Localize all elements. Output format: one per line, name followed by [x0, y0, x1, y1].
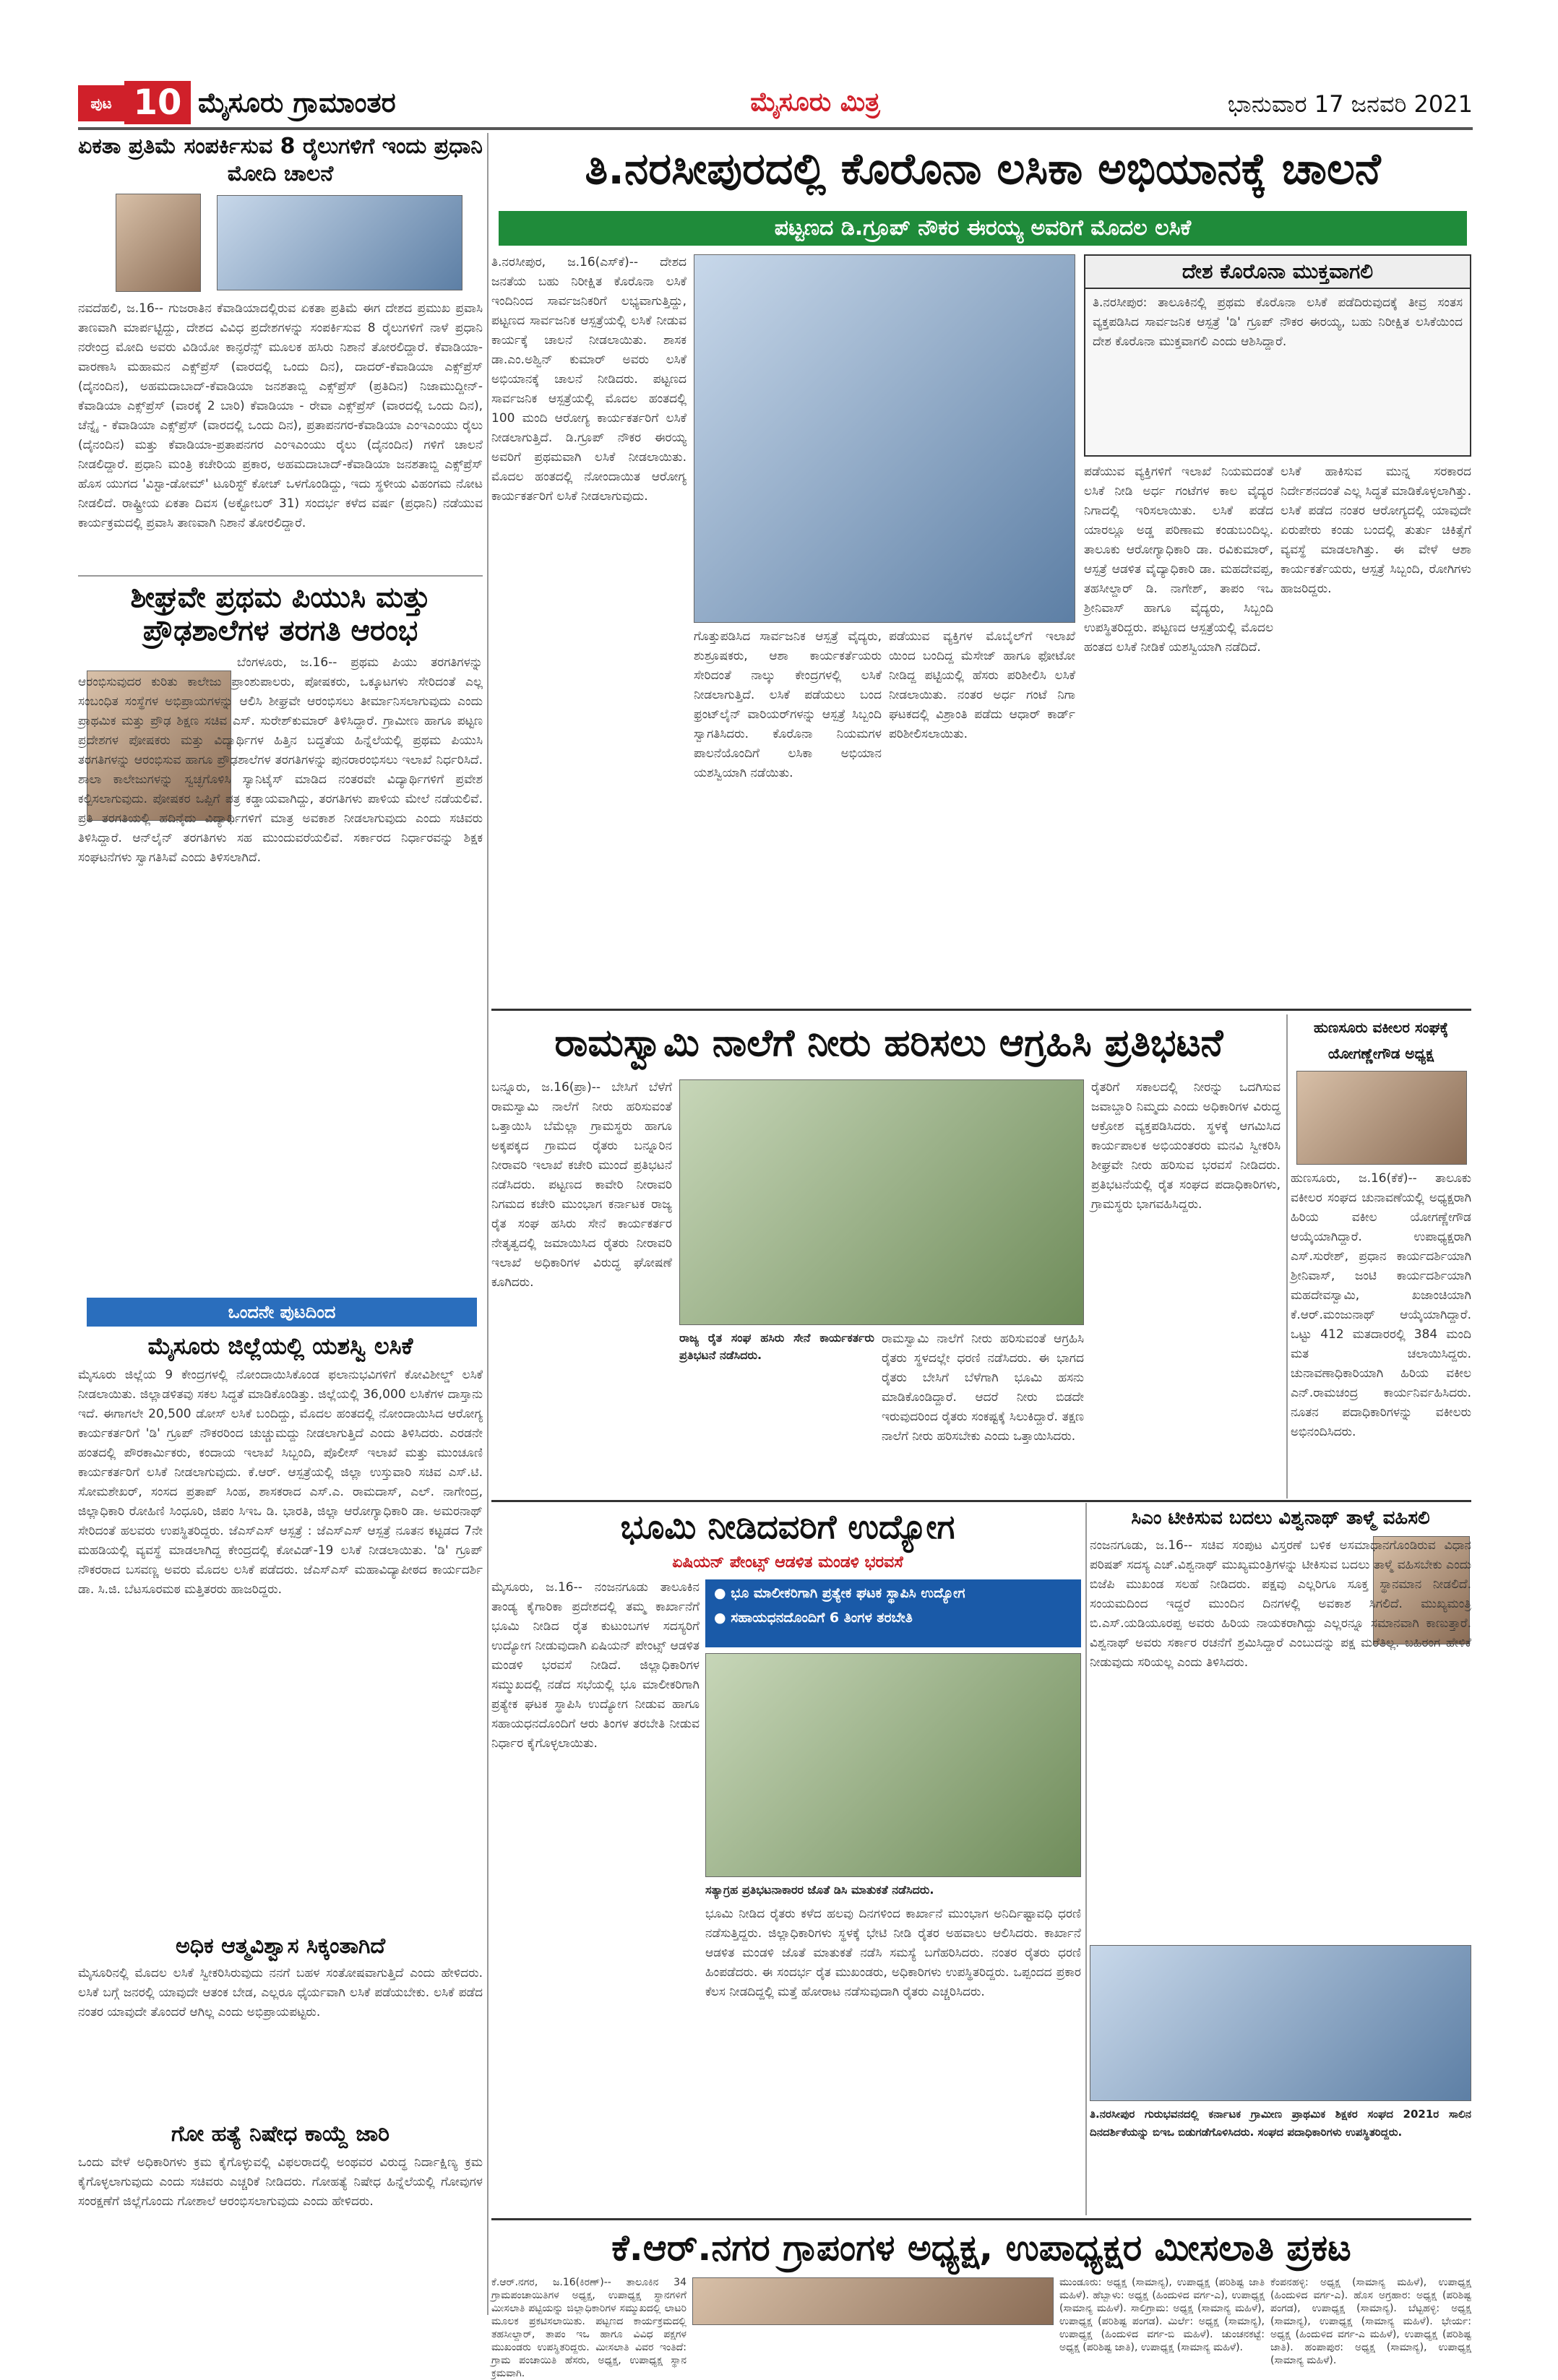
column-divider-left: [487, 133, 489, 2315]
rail-headline: ಏಕತಾ ಪ್ರತಿಮೆ ಸಂಪರ್ಕಿಸುವ 8 ರೈಲುಗಳಿಗೆ ಇಂದು ಪ್ರಧಾನಿ ಮೋದಿ ಚಾಲನೆ: [78, 134, 483, 186]
protest-headline: ರಾಮಸ್ವಾಮಿ ನಾಲೆಗೆ ನೀರು ಹರಿಸಲು ಆಗ್ರಹಿಸಿ ಪ್ರತಿಭಟನೆ: [554, 1022, 1223, 1065]
krnagar-headline: ಕೆ.ಆರ್.ನಗರ ಗ್ರಾಪಂಗಳ ಅಧ್ಯಕ್ಷ, ಉಪಾಧ್ಯಕ್ಷರ ಮೀಸಲಾತಿ ಪ್ರಕಟ: [611, 2227, 1351, 2269]
krnagar-body-left: ಕೆ.ಆರ್.ನಗರ, ಜ.16(ಕಿರಣ್)-- ತಾಲೂಕಿನ 34 ಗ್ರಾಮಪಂಚಾಯಿತಿಗಳ ಅಧ್ಯಕ್ಷ, ಉಪಾಧ್ಯಕ್ಷ ಸ್ಥಾನಗಳಿಗೆ ಮೀಸಲಾತಿ ಪಟ್ಟಿಯನ್ನು ಜಿಲ್ಲಾಧಿಕಾರಿಗಳ ಸಮ್ಮುಖದಲ್ಲಿ ಲಾಟರಿ ಮೂಲಕ ಪ್ರಕಟಿಸಲಾಯಿತು. ಪಟ್ಟಣದ ಕಾರ್ಯಕ್ರಮದಲ್ಲಿ ತಹಸೀಲ್ದಾರ್, ತಾಪಂ ಇಒ ಹಾಗೂ ವಿವಿಧ ಪಕ್ಷಗಳ ಮುಖಂಡರು ಉಪಸ್ಥಿತರಿದ್ದರು. ಮೀಸಲಾತಿ ವಿವರ ಇಂತಿದೆ: ಗ್ರಾಮ ಪಂಚಾಯಿತಿ ಹೆಸರು, ಅಧ್ಯಕ್ಷ, ಉಪಾಧ್ಯಕ್ಷ ಸ್ಥಾನ ಕ್ರಮವಾಗಿ.: [491, 2277, 687, 2379]
from-page-one-banner: ಒಂದನೇ ಪುಟದಿಂದ: [87, 1298, 477, 1327]
corona-free-body: ತಿ.ನರಸೀಪುರ: ತಾಲೂಕಿನಲ್ಲಿ ಪ್ರಥಮ ಕೊರೊನಾ ಲಸಿಕೆ ಪಡೆದಿರುವುದಕ್ಕೆ ತೀವ್ರ ಸಂತಸ ವ್ಯಕ್ತಪಡಿಸಿದ ಸಾರ್ವಜನಿಕ ಆಸ್ಪತ್ರೆ 'ಡಿ' ಗ್ರೂಪ್ ನೌಕರ ಈರಯ್ಯ, ಬಹು ನಿರೀಕ್ಷಿತ ಲಸಿಕೆಯಿಂದ ದೇಶ ಕೊರೊನಾ ಮುಕ್ತವಾಗಲಿ ಎಂದು ಆಶಿಸಿದ್ದಾರೆ.: [1093, 296, 1463, 349]
krnagar-list-2: ಕೆಂಪನಹಳ್ಳಿ: ಅಧ್ಯಕ್ಷ (ಸಾಮಾನ್ಯ ಮಹಿಳೆ), ಉಪಾಧ್ಯಕ್ಷ (ಹಿಂದುಳಿದ ವರ್ಗ-ಎ). ಹೊಸ ಅಗ್ರಹಾರ: ಅಧ್ಯಕ್ಷ (ಪರಿಶಿಷ್ಟ ಪಂಗಡ), ಉಪಾಧ್ಯಕ್ಷ (ಸಾಮಾನ್ಯ). ಬೆಟ್ಟಹಳ್ಳಿ: ಅಧ್ಯಕ್ಷ (ಸಾಮಾನ್ಯ), ಉಪಾಧ್ಯಕ್ಷ (ಸಾಮಾನ್ಯ ಮಹಿಳೆ). ಭೇರ್ಯ: ಅಧ್ಯಕ್ಷ (ಹಿಂದುಳಿದ ವರ್ಗ-ಎ ಮಹಿಳೆ), ಉಪಾಧ್ಯಕ್ಷ (ಪರಿಶಿಷ್ಟ ಜಾತಿ). ಹಂಪಾಪುರ: ಅಧ್ಯಕ್ಷ (ಸಾಮಾನ್ಯ), ಉಪಾಧ್ಯಕ್ಷ (ಸಾಮಾನ್ಯ ಮಹಿಳೆ).: [1270, 2277, 1471, 2366]
protest-body-right: ರೈತರಿಗೆ ಸಕಾಲದಲ್ಲಿ ನೀರನ್ನು ಒದಗಿಸುವ ಜವಾಬ್ದಾರಿ ನಿಮ್ಮದು ಎಂದು ಅಧಿಕಾರಿಗಳ ವಿರುದ್ಧ ಆಕ್ರೋಶ ವ್ಯಕ್ತಪಡಿಸಿದರು. ಸ್ಥಳಕ್ಕೆ ಆಗಮಿಸಿದ ಕಾರ್ಯಪಾಲಕ ಅಭಿಯಂತರರು ಮನವಿ ಸ್ವೀಕರಿಸಿ ಶೀಘ್ರವೇ ನೀರು ಹರಿಸುವ ಭರವಸೆ ನೀಡಿದರು. ಪ್ರತಿಭಟನೆಯಲ್ಲಿ ರೈತ ಸಂಘದ ಪದಾಧಿಕಾರಿಗಳು, ಗ್ರಾಮಸ್ಥರು ಭಾಗವಹಿಸಿದ್ದರು.: [1091, 1080, 1281, 1212]
calendar-release-photo: [1090, 1945, 1471, 2101]
lawyers-photo: [1296, 1071, 1467, 1165]
vaccine-mysuru-headline: ಮೈಸೂರು ಜಿಲ್ಲೆಯಲ್ಲಿ ಯಶಸ್ವಿ ಲಸಿಕೆ: [147, 1332, 413, 1360]
jobs-highlight-box: [705, 1579, 1081, 1647]
bullet-icon: ●: [714, 1610, 731, 1626]
reservation-meeting-photo: [692, 2277, 1054, 2325]
pu-body: ಬೆಂಗಳೂರು, ಜ.16-- ಪ್ರಥಮ ಪಿಯು ತರಗತಿಗಳನ್ನು ಆರಂಭಿಸುವುದರ ಕುರಿತು ಕಾಲೇಜು ಪ್ರಾಂಶುಪಾಲರು, ಪೋಷಕರು, ಒಕ್ಕೂಟಗಳು ಸೇರಿದಂತೆ ಎಲ್ಲ ಸಂಬಂಧಿತ ಸಂಸ್ಥೆಗಳ ಅಭಿಪ್ರಾಯಗಳನ್ನು ಆಲಿಸಿ ಶೀಘ್ರವೇ ಆರಂಭಿಸಲು ತೀರ್ಮಾನಿಸಲಾಗುವುದು ಎಂದು ಪ್ರಾಥಮಿಕ ಮತ್ತು ಪ್ರೌಢ ಶಿಕ್ಷಣ ಸಚಿವ ಎಸ್. ಸುರೇಶ್‌ಕುಮಾರ್ ತಿಳಿಸಿದ್ದಾರೆ. ಗ್ರಾಮೀಣ ಹಾಗೂ ಪಟ್ಟಣ ಪ್ರದೇಶಗಳ ಪೋಷಕರು ಮತ್ತು ವಿದ್ಯಾರ್ಥಿಗಳ ಹಿತ್ತಿನ ಬದ್ಧತೆಯ ಹಿನ್ನೆಲೆಯಲ್ಲಿ ಪ್ರಥಮ ಪಿಯುಸಿ ತರಗತಿಗಳನ್ನು ಆರಂಭಿಸುವ ಹಾಗೂ ಪ್ರೌಢಶಾಲೆಗಳ ತರಗತಿಗಳನ್ನು ಪುನರಾರಂಭಿಸಲು ಇಲಾಖೆ ನಿರ್ಧರಿಸಿದೆ. ಶಾಲಾ ಕಾಲೇಜುಗಳನ್ನು ಸ್ವಚ್ಛಗೊಳಿಸಿ ಸ್ಯಾನಿಟೈಸ್ ಮಾಡಿದ ನಂತರವೇ ವಿದ್ಯಾರ್ಥಿಗಳಿಗೆ ಪ್ರವೇಶ ಕಲ್ಪಿಸಲಾಗುವುದು. ಪೋಷಕರ ಒಪ್ಪಿಗೆ ಪತ್ರ ಕಡ್ಡಾಯವಾಗಿದ್ದು, ತರಗತಿಗಳು ಪಾಳಿಯ ಮೇಲೆ ನಡೆಯಲಿವೆ. ಪ್ರತಿ ತರಗತಿಯಲ್ಲಿ ಹದಿನೈದು ವಿದ್ಯಾರ್ಥಿಗಳಿಗೆ ಮಾತ್ರ ಅವಕಾಶ ನೀಡಲಾಗುವುದು ಎಂದು ಸಚಿವರು ತಿಳಿಸಿದ್ದಾರೆ. ಆನ್‌ಲೈನ್ ತರಗತಿಗಳು ಸಹ ಮುಂದುವರೆಯಲಿವೆ. ಸರ್ಕಾರದ ನಿರ್ಧಾರವನ್ನು ಶಿಕ್ಷಕ ಸಂಘಟನೆಗಳು ಸ್ವಾಗತಿಸಿವೆ ಎಂದು ತಿಳಿಸಲಾಗಿದೆ.: [78, 655, 483, 865]
vishwanath-body: ನಂಜನಗೂಡು, ಜ.16-- ಸಚಿವ ಸಂಪುಟ ವಿಸ್ತರಣೆ ಬಳಿಕ ಅಸಮಾಧಾನಗೊಂಡಿರುವ ವಿಧಾನ ಪರಿಷತ್ ಸದಸ್ಯ ಎಚ್.ವಿಶ್ವನಾಥ್ ಮುಖ್ಯಮಂತ್ರಿಗಳನ್ನು ಟೀಕಿಸುವ ಬದಲು ತಾಳ್ಮೆ ವಹಿಸಬೇಕು ಎಂದು ಬಿಜೆಪಿ ಮುಖಂಡ ಸಲಹೆ ನೀಡಿದರು. ಪಕ್ಷವು ಎಲ್ಲರಿಗೂ ಸೂಕ್ತ ಸ್ಥಾನಮಾನ ನೀಡಲಿದೆ. ಸಂಯಮದಿಂದ ಇದ್ದರೆ ಮುಂದಿನ ದಿನಗಳಲ್ಲಿ ಅವಕಾಶ ಸಿಗಲಿದೆ. ಮುಖ್ಯಮಂತ್ರಿ ಬಿ.ಎಸ್.ಯಡಿಯೂರಪ್ಪ ಅವರು ಹಿರಿಯ ನಾಯಕರಾಗಿದ್ದು ಎಲ್ಲರನ್ನೂ ಸಮಾನವಾಗಿ ಕಾಣುತ್ತಾರೆ. ವಿಶ್ವನಾಥ್ ಅವರು ಸರ್ಕಾರ ರಚನೆಗೆ ಶ್ರಮಿಸಿದ್ದಾರೆ ಎಂಬುದನ್ನು ಪಕ್ಷ ಮರೆತಿಲ್ಲ. ಬಹಿರಂಗ ಹೇಳಿಕೆ ನೀಡುವುದು ಸರಿಯಲ್ಲ ಎಂದು ತಿಳಿಸಿದರು.: [1090, 1538, 1471, 1670]
issue-date: ಭಾನುವಾರ 17 ಜನವರಿ 2021: [1227, 90, 1473, 118]
divider: [491, 1009, 1471, 1011]
protest-caption: ರಾಜ್ಯ ರೈತ ಸಂಘ ಹಸಿರು ಸೇನೆ ಕಾರ್ಯಕರ್ತರು ಪ್ರತಿಭಟನೆ ನಡೆಸಿದರು.: [679, 1331, 874, 1362]
jobs-photo: [705, 1653, 1081, 1877]
jobs-bullet-2: ● ಸಹಾಯಧನದೊಂದಿಗೆ 6 ತಿಂಗಳ ತರಬೇತಿ: [714, 1610, 913, 1626]
bullet-icon: ●: [714, 1585, 731, 1601]
cow-headline: ಗೋ ಹತ್ಯೆ ನಿಷೇಧ ಕಾಯ್ದೆ ಜಾರಿ: [171, 2121, 390, 2147]
protest-body-left: ಬನ್ನೂರು, ಜ.16(ಪ್ರಾ)-- ಬೇಸಿಗೆ ಬೆಳೆಗೆ ರಾಮಸ್ವಾಮಿ ನಾಲೆಗೆ ನೀರು ಹರಿಸುವಂತೆ ಒತ್ತಾಯಿಸಿ ಬೆಮೆಲ್ಲಾ ಗ್ರಾಮಸ್ಥರು ಹಾಗೂ ಅಕ್ಕಪಕ್ಕದ ಗ್ರಾಮದ ರೈತರು ಬನ್ನೂರಿನ ನೀರಾವರಿ ಇಲಾಖೆ ಕಚೇರಿ ಮುಂದೆ ಪ್ರತಿಭಟನೆ ನಡೆಸಿದರು. ಪಟ್ಟಣದ ಕಾವೇರಿ ನೀರಾವರಿ ನಿಗಮದ ಕಚೇರಿ ಮುಂಭಾಗ ಕರ್ನಾಟಕ ರಾಜ್ಯ ರೈತ ಸಂಘ ಹಸಿರು ಸೇನೆ ಕಾರ್ಯಕರ್ತರ ನೇತೃತ್ವದಲ್ಲಿ ಜಮಾಯಿಸಿದ ರೈತರು ನೀರಾವರಿ ಇಲಾಖೆ ಅಧಿಕಾರಿಗಳ ವಿರುದ್ಧ ಘೋಷಣೆ ಕೂಗಿದರು.: [491, 1080, 672, 1290]
confidence-headline: ಅಧಿಕ ಆತ್ಮವಿಶ್ವಾಸ ಸಿಕ್ಕಂತಾಗಿದೆ: [175, 1933, 386, 1959]
jobs-headline: ಭೂಮಿ ನೀಡಿದವರಿಗೆ ಉದ್ಯೋಗ: [620, 1507, 955, 1546]
page-label-badge: ಪುಟ: [78, 85, 124, 121]
lead-body-mid: ಗೊತ್ತುಪಡಿಸಿದ ಸಾರ್ವಜನಿಕ ಆಸ್ಪತ್ರೆ ವೈದ್ಯರು, ಶುಶ್ರೂಷಕರು, ಆಶಾ ಕಾರ್ಯಕರ್ತೆಯರು ಸೇರಿದಂತೆ ನಾಲ್ಕು ಕೇಂದ್ರಗಳಲ್ಲಿ ಲಸಿಕೆ ನೀಡಲಾಗುತ್ತಿದೆ. ಲಸಿಕೆ ಪಡೆಯಲು ಬಂದ ಫ್ರಂಟ್‌ಲೈನ್ ವಾರಿಯರ್‌ಗಳನ್ನು ಆಸ್ಪತ್ರೆ ಸಿಬ್ಬಂದಿ ಸ್ವಾಗತಿಸಿದರು. ಕೊರೊನಾ ನಿಯಮಗಳ ಪಾಲನೆಯೊಂದಿಗೆ ಲಸಿಕಾ ಅಭಿಯಾನ ಯಶಸ್ವಿಯಾಗಿ ನಡೆಯಿತು.: [694, 629, 882, 780]
paper-name: ಮೈಸೂರು ಮಿತ್ರ: [750, 87, 880, 117]
pu-headline: ಶೀಘ್ರವೇ ಪ್ರಥಮ ಪಿಯುಸಿ ಮತ್ತು ಪ್ರೌಢಶಾಲೆಗಳ ತರಗತಿ ಆರಂಭ: [130, 581, 431, 647]
divider: [78, 575, 483, 577]
jobs-caption: ಸತ್ಯಾಗ್ರಹ ಪ್ರತಿಭಟನಾಕಾರರ ಜೊತೆ ಡಿಸಿ ಮಾತುಕತೆ ನಡೆಸಿದರು.: [705, 1883, 934, 1897]
jobs-subhead: ಏಷಿಯನ್ ಪೇಂಟ್ಸ್ ಆಡಳಿತ ಮಂಡಳಿ ಭರವಸೆ: [672, 1553, 903, 1571]
lead-headline: ತಿ.ನರಸೀಪುರದಲ್ಲಿ ಕೊರೊನಾ ಲಸಿಕಾ ಅಭಿಯಾನಕ್ಕೆ ಚಾಲನೆ: [585, 144, 1381, 194]
jobs-body-left: ಮೈಸೂರು, ಜ.16-- ನಂಜನಗೂಡು ತಾಲೂಕಿನ ತಾಂಡ್ಯ ಕೈಗಾರಿಕಾ ಪ್ರದೇಶದಲ್ಲಿ ತಮ್ಮ ಕಾರ್ಖಾನೆಗೆ ಭೂಮಿ ನೀಡಿದ ರೈತ ಕುಟುಂಬಗಳ ಸದಸ್ಯರಿಗೆ ಉದ್ಯೋಗ ನೀಡುವುದಾಗಿ ಏಷಿಯನ್ ಪೇಂಟ್ಸ್ ಆಡಳಿತ ಮಂಡಳಿ ಭರವಸೆ ನೀಡಿದೆ. ಜಿಲ್ಲಾಧಿಕಾರಿಗಳ ಸಮ್ಮುಖದಲ್ಲಿ ನಡೆದ ಸಭೆಯಲ್ಲಿ ಭೂ ಮಾಲೀಕರಿಗಾಗಿ ಪ್ರತ್ಯೇಕ ಘಟಕ ಸ್ಥಾಪಿಸಿ ಉದ್ಯೋಗ ನೀಡುವ ಹಾಗೂ ಸಹಾಯಧನದೊಂದಿಗೆ ಆರು ತಿಂಗಳ ತರಬೇತಿ ನೀಡುವ ನಿರ್ಧಾರ ಕೈಗೊಳ್ಳಲಾಯಿತು.: [491, 1580, 700, 1751]
corona-free-box: [1084, 254, 1471, 457]
jobs-bullet-1: ● ಭೂ ಮಾಲೀಕರಿಗಾಗಿ ಪ್ರತ್ಯೇಕ ಘಟಕ ಸ್ಥಾಪಿಸಿ ಉದ್ಯೋಗ: [714, 1585, 965, 1601]
hunsur-headline: ಹುಣಸೂರು ವಕೀಲರ ಸಂಘಕ್ಕೆ ಯೋಗಣ್ಣೇಗೌಡ ಅಧ್ಯಕ್ಷ: [1313, 1019, 1449, 1062]
corona-free-title: ದೇಶ ಕೊರೊನಾ ಮುಕ್ತವಾಗಲಿ: [1085, 256, 1470, 289]
page-number: 10: [124, 81, 191, 124]
column-divider-right: [1286, 1014, 1288, 1499]
divider: [491, 1500, 1471, 1502]
confidence-body: ಮೈಸೂರಿನಲ್ಲಿ ಮೊದಲ ಲಸಿಕೆ ಸ್ವೀಕರಿಸಿರುವುದು ನನಗೆ ಬಹಳ ಸಂತೋಷವಾಗುತ್ತಿದೆ ಎಂದು ಹೇಳಿದರು. ಲಸಿಕೆ ಬಗ್ಗೆ ಜನರಲ್ಲಿ ಯಾವುದೇ ಆತಂಕ ಬೇಡ, ಎಲ್ಲರೂ ಧೈರ್ಯವಾಗಿ ಲಸಿಕೆ ಪಡೆಯಬೇಕು. ಲಸಿಕೆ ಪಡೆದ ನಂತರ ಯಾವುದೇ ತೊಂದರೆ ಆಗಿಲ್ಲ ಎಂದು ಅಭಿಪ್ರಾಯಪಟ್ಟರು.: [78, 1966, 483, 2019]
divider: [491, 2218, 1471, 2220]
lead-body-right: ಪಡೆಯುವ ವ್ಯಕ್ತಿಗಳಿಗೆ ಇಲಾಖೆ ನಿಯಮದಂತೆ ಲಸಿಕೆ ನೀಡಿ ಅರ್ಧ ಗಂಟೆಗಳ ಕಾಲ ವೈದ್ಯರ ನಿಗಾದಲ್ಲಿ ಇರಿಸಲಾಯಿತು. ಲಸಿಕೆ ಪಡೆದ ಯಾರಲ್ಲೂ ಅಡ್ಡ ಪರಿಣಾಮ ಕಂಡುಬಂದಿಲ್ಲ. ತಾಲೂಕು ಆರೋಗ್ಯಾಧಿಕಾರಿ ಡಾ. ರವಿಕುಮಾರ್, ಆಸ್ಪತ್ರೆ ಆಡಳಿತ ವೈದ್ಯಾಧಿಕಾರಿ ಡಾ. ಮಹದೇವಪ್ಪ, ತಹಸೀಲ್ದಾರ್ ಡಿ. ನಾಗೇಶ್, ತಾಪಂ ಇಒ ಶ್ರೀನಿವಾಸ್ ಹಾಗೂ ವೈದ್ಯರು, ಸಿಬ್ಬಂದಿ ಉಪಸ್ಥಿತರಿದ್ದರು. ಪಟ್ಟಣದ ಆಸ್ಪತ್ರೆಯಲ್ಲಿ ಮೊದಲ ಹಂತದ ಲಸಿಕೆ ನೀಡಿಕೆ ಯಶಸ್ವಿಯಾಗಿ ನಡೆದಿದೆ.: [1084, 465, 1273, 655]
lead-body-left: ತಿ.ನರಸೀಪುರ, ಜ.16(ಎಸ್‌ಕೆ)-- ದೇಶದ ಜನತೆಯ ಬಹು ನಿರೀಕ್ಷಿತ ಕೊರೊನಾ ಲಸಿಕೆ ಇಂದಿನಿಂದ ಸಾರ್ವಜನಿಕರಿಗೆ ಲಭ್ಯವಾಗುತ್ತಿದ್ದು, ಪಟ್ಟಣದ ಸಾರ್ವಜನಿಕ ಆಸ್ಪತ್ರೆಯಲ್ಲಿ ಲಸಿಕೆ ನೀಡುವ ಕಾರ್ಯಕ್ಕೆ ಚಾಲನೆ ನೀಡಲಾಯಿತು. ಶಾಸಕ ಡಾ.ಎಂ.ಅಶ್ವಿನ್ ಕುಮಾರ್ ಅವರು ಲಸಿಕೆ ಅಭಿಯಾನಕ್ಕೆ ಚಾಲನೆ ನೀಡಿದರು. ಪಟ್ಟಣದ ಸಾರ್ವಜನಿಕ ಆಸ್ಪತ್ರೆಯಲ್ಲಿ ಮೊದಲ ಹಂತದಲ್ಲಿ 100 ಮಂದಿ ಆರೋಗ್ಯ ಕಾರ್ಯಕರ್ತರಿಗೆ ಲಸಿಕೆ ನೀಡಲಾಗುತ್ತಿದೆ. ಡಿ.ಗ್ರೂಪ್ ನೌಕರ ಈರಯ್ಯ ಅವರಿಗೆ ಪ್ರಥಮವಾಗಿ ಲಸಿಕೆ ನೀಡಲಾಯಿತು. ಮೊದಲ ಹಂತದಲ್ಲಿ ನೋಂದಾಯಿತ ಆರೋಗ್ಯ ಕಾರ್ಯಕರ್ತರಿಗೆ ಲಸಿಕೆ ನೀಡಲಾಗುವುದು.: [491, 255, 687, 504]
calendar-release-caption: ತಿ.ನರಸೀಪುರ ಗುರುಭವನದಲ್ಲಿ ಕರ್ನಾಟಕ ಗ್ರಾಮೀಣ ಪ್ರಾಥಮಿಕ ಶಿಕ್ಷಕರ ಸಂಘದ 2021ರ ಸಾಲಿನ ದಿನದರ್ಶಿಕೆಯನ್ನು ಬಿಇಒ ಬಿಡುಗಡೆಗೊಳಿಸಿದರು. ಸಂಘದ ಪದಾಧಿಕಾರಿಗಳು ಉಪಸ್ಥಿತರಿದ್ದರು.: [1090, 2108, 1471, 2139]
train-photo: [217, 195, 462, 290]
protest-photo: [679, 1079, 1084, 1325]
vaccine-mysuru-body: ಮೈಸೂರು ಜಿಲ್ಲೆಯ 9 ಕೇಂದ್ರಗಳಲ್ಲಿ ನೋಂದಾಯಿಸಿಕೊಂಡ ಫಲಾನುಭವಿಗಳಿಗೆ ಕೋವಿಶೀಲ್ಡ್ ಲಸಿಕೆ ನೀಡಲಾಯಿತು. ಜಿಲ್ಲಾಡಳಿತವು ಸಕಲ ಸಿದ್ಧತೆ ಮಾಡಿಕೊಂಡಿತ್ತು. ಜಿಲ್ಲೆಯಲ್ಲಿ 36,000 ಲಸಿಕೆಗಳ ದಾಸ್ತಾನು ಇದೆ. ಈಗಾಗಲೇ 20,500 ಡೋಸ್ ಲಸಿಕೆ ಬಂದಿದ್ದು, ಮೊದಲ ಹಂತದಲ್ಲಿ ನೋಂದಾಯಿಸಿದ ಆರೋಗ್ಯ ಕಾರ್ಯಕರ್ತರಿಗೆ 'ಡಿ' ಗ್ರೂಪ್ ನೌಕರರಿಂದ ಚುಚ್ಚುಮದ್ದು ನೀಡಲಾಗುತ್ತಿದೆ ಎಂದು ತಿಳಿಸಿದರು. ಎರಡನೇ ಹಂತದಲ್ಲಿ ಪೌರಕಾರ್ಮಿಕರು, ಕಂದಾಯ ಇಲಾಖೆ ಸಿಬ್ಬಂದಿ, ಪೊಲೀಸ್ ಇಲಾಖೆ ಮತ್ತು ಮುಂಚೂಣಿ ಕಾರ್ಯಕರ್ತರಿಗೆ ಲಸಿಕೆ ನೀಡಲಾಗುವುದು. ಕೆ.ಆರ್. ಆಸ್ಪತ್ರೆಯಲ್ಲಿ ಜಿಲ್ಲಾ ಉಸ್ತುವಾರಿ ಸಚಿವ ಎಸ್.ಟಿ. ಸೋಮಶೇಖರ್, ಸಂಸದ ಪ್ರತಾಪ್ ಸಿಂಹ, ಶಾಸಕರಾದ ಎಸ್.ಎ. ರಾಮದಾಸ್, ಎಲ್. ನಾಗೇಂದ್ರ, ಜಿಲ್ಲಾಧಿಕಾರಿ ರೋಹಿಣಿ ಸಿಂಧೂರಿ, ಜಿಪಂ ಸಿಇಒ ಡಿ. ಭಾರತಿ, ಜಿಲ್ಲಾ ಆರೋಗ್ಯಾಧಿಕಾರಿ ಡಾ. ಅಮರನಾಥ್ ಸೇರಿದಂತೆ ಹಲವರು ಉಪಸ್ಥಿತರಿದ್ದರು. ಜೆಎಸ್‌ಎಸ್ ಆಸ್ಪತ್ರೆ : ಜೆಎಸ್‌ಎಸ್ ಆಸ್ಪತ್ರೆ ನೂತನ ಕಟ್ಟಡದ 7ನೇ ಮಹಡಿಯಲ್ಲಿ ವ್ಯವಸ್ಥೆ ಮಾಡಲಾಗಿದ್ದ ಕೇಂದ್ರದಲ್ಲಿ ಕೋವಿಡ್-19 ಲಸಿಕೆ ನೀಡಲಾಯಿತು. 'ಡಿ' ಗ್ರೂಪ್ ನೌಕರರಾದ ಬಸವಣ್ಣ ಅವರು ಮೊದಲ ಲಸಿಕೆ ಪಡೆದರು. ಜೆಎಸ್‌ಎಸ್ ಮಹಾವಿದ್ಯಾಪೀಠದ ಕಾರ್ಯದರ್ಶಿ ಡಾ. ಸಿ.ಜಿ. ಬೆಟಸೂರಮಠ ಮತ್ತಿತರರು ಹಾಜರಿದ್ದರು.: [78, 1368, 483, 1597]
vaccination-photo: [694, 254, 1075, 623]
hunsur-body: ಹುಣಸೂರು, ಜ.16(ಕೆಕೆ)-- ತಾಲೂಕು ವಕೀಲರ ಸಂಘದ ಚುನಾವಣೆಯಲ್ಲಿ ಅಧ್ಯಕ್ಷರಾಗಿ ಹಿರಿಯ ವಕೀಲ ಯೋಗಣ್ಣೇಗೌಡ ಆಯ್ಕೆಯಾಗಿದ್ದಾರೆ. ಉಪಾಧ್ಯಕ್ಷರಾಗಿ ಎಸ್.ಸುರೇಶ್, ಪ್ರಧಾನ ಕಾರ್ಯದರ್ಶಿಯಾಗಿ ಶ್ರೀನಿವಾಸ್, ಜಂಟಿ ಕಾರ್ಯದರ್ಶಿಯಾಗಿ ಮಹದೇವಸ್ವಾಮಿ, ಖಜಾಂಚಿಯಾಗಿ ಕೆ.ಆರ್.ಮಂಜುನಾಥ್ ಆಯ್ಕೆಯಾಗಿದ್ದಾರೆ. ಒಟ್ಟು 412 ಮತದಾರರಲ್ಲಿ 384 ಮಂದಿ ಮತ ಚಲಾಯಿಸಿದ್ದರು. ಚುನಾವಣಾಧಿಕಾರಿಯಾಗಿ ಹಿರಿಯ ವಕೀಲ ಎನ್.ರಾಮಚಂದ್ರ ಕಾರ್ಯನಿರ್ವಹಿಸಿದರು. ನೂತನ ಪದಾಧಿಕಾರಿಗಳನ್ನು ವಕೀಲರು ಅಭಿನಂದಿಸಿದರು.: [1291, 1171, 1471, 1439]
modi-photo: [116, 194, 201, 292]
lead-subhead: ಪಟ್ಟಣದ ಡಿ.ಗ್ರೂಪ್ ನೌಕರ ಈರಯ್ಯ ಅವರಿಗೆ ಮೊದಲ ಲಸಿಕೆ: [499, 211, 1467, 246]
cow-body: ಒಂದು ವೇಳೆ ಅಧಿಕಾರಿಗಳು ಕ್ರಮ ಕೈಗೊಳ್ಳುವಲ್ಲಿ ವಿಫಲರಾದಲ್ಲಿ ಅಂಥವರ ವಿರುದ್ಧ ನಿರ್ದಾಕ್ಷಿಣ್ಯ ಕ್ರಮ ಕೈಗೊಳ್ಳಲಾಗುವುದು ಎಂದು ಸಚಿವರು ಎಚ್ಚರಿಕೆ ನೀಡಿದರು. ಗೋಹತ್ಯೆ ನಿಷೇಧ ಹಿನ್ನೆಲೆಯಲ್ಲಿ ಗೋವುಗಳ ಸಂರಕ್ಷಣೆಗೆ ಜಿಲ್ಲೆಗೊಂದು ಗೋಶಾಲೆ ಆರಂಭಿಸಲಾಗುವುದು ಎಂದು ಹೇಳಿದರು.: [78, 2155, 483, 2209]
protest-body-mid: ರಾಮಸ್ವಾಮಿ ನಾಲೆಗೆ ನೀರು ಹರಿಸುವಂತೆ ಆಗ್ರಹಿಸಿ ರೈತರು ಸ್ಥಳದಲ್ಲೇ ಧರಣಿ ನಡೆಸಿದರು. ಈ ಭಾಗದ ರೈತರು ಬೇಸಿಗೆ ಬೆಳೆಗಾಗಿ ಭೂಮಿ ಹಸನು ಮಾಡಿಕೊಂಡಿದ್ದಾರೆ. ಆದರೆ ನೀರು ಬಿಡದೇ ಇರುವುದರಿಂದ ರೈತರು ಸಂಕಷ್ಟಕ್ಕೆ ಸಿಲುಕಿದ್ದಾರೆ. ತಕ್ಷಣ ನಾಲೆಗೆ ನೀರು ಹರಿಸಬೇಕು ಎಂದು ಒತ್ತಾಯಿಸಿದರು.: [882, 1332, 1084, 1444]
krnagar-list-1: ಮುಂಡೂರು: ಅಧ್ಯಕ್ಷ (ಸಾಮಾನ್ಯ), ಉಪಾಧ್ಯಕ್ಷ (ಪರಿಶಿಷ್ಟ ಜಾತಿ ಮಹಿಳೆ). ಹೆಬ್ಬಾಳು: ಅಧ್ಯಕ್ಷ (ಹಿಂದುಳಿದ ವರ್ಗ-ಎ), ಉಪಾಧ್ಯಕ್ಷ (ಸಾಮಾನ್ಯ ಮಹಿಳೆ). ಸಾಲಿಗ್ರಾಮ: ಅಧ್ಯಕ್ಷ (ಸಾಮಾನ್ಯ ಮಹಿಳೆ), ಉಪಾಧ್ಯಕ್ಷ (ಪರಿಶಿಷ್ಟ ಪಂಗಡ). ಮಿರ್ಲೆ: ಅಧ್ಯಕ್ಷ (ಸಾಮಾನ್ಯ), ಉಪಾಧ್ಯಕ್ಷ (ಹಿಂದುಳಿದ ವರ್ಗ-ಬಿ ಮಹಿಳೆ). ಚುಂಚನಕಟ್ಟೆ: ಅಧ್ಯಕ್ಷ (ಪರಿಶಿಷ್ಟ ಜಾತಿ), ಉಪಾಧ್ಯಕ್ಷ (ಸಾಮಾನ್ಯ ಮಹಿಳೆ).: [1059, 2277, 1265, 2353]
column-divider-mid: [1085, 1503, 1087, 2215]
header-rule: [78, 127, 1473, 130]
rail-body: ನವದೆಹಲಿ, ಜ.16-- ಗುಜರಾತಿನ ಕೆವಾಡಿಯಾದಲ್ಲಿರುವ ಏಕತಾ ಪ್ರತಿಮೆ ಈಗ ದೇಶದ ಪ್ರಮುಖ ಪ್ರವಾಸಿ ತಾಣವಾಗಿ ಮಾರ್ಪಟ್ಟಿದ್ದು, ದೇಶದ ವಿವಿಧ ಪ್ರದೇಶಗಳನ್ನು ಸಂಪರ್ಕಿಸುವ 8 ರೈಲುಗಳಿಗೆ ನಾಳೆ ಪ್ರಧಾನಿ ನರೇಂದ್ರ ಮೋದಿ ಅವರು ವಿಡಿಯೋ ಕಾನ್ಫರೆನ್ಸ್ ಮೂಲಕ ಹಸಿರು ನಿಶಾನೆ ತೋರಲಿದ್ದಾರೆ. ಕೆವಾಡಿಯಾ-ವಾರಣಾಸಿ ಮಹಾಮನ ಎಕ್ಸ್‌ಪ್ರೆಸ್ (ವಾರದಲ್ಲಿ ಒಂದು ದಿನ), ದಾದರ್-ಕೆವಾಡಿಯಾ ಎಕ್ಸ್‌ಪ್ರೆಸ್ (ದೈನಂದಿನ), ಅಹಮದಾಬಾದ್-ಕೆವಾಡಿಯಾ ಜನಶತಾಬ್ದಿ ಎಕ್ಸ್‌ಪ್ರೆಸ್ (ಪ್ರತಿದಿನ) ನಿಜಾಮುದ್ದೀನ್-ಕೆವಾಡಿಯಾ ಎಕ್ಸ್‌ಪ್ರೆಸ್ (ವಾರಕ್ಕೆ 2 ಬಾರಿ) ಕೆವಾಡಿಯಾ - ರೇವಾ ಎಕ್ಸ್‌ಪ್ರೆಸ್ (ವಾರದಲ್ಲಿ ಒಂದು ದಿನ), ಚೆನ್ನೈ - ಕೆವಾಡಿಯಾ ಎಕ್ಸ್‌ಪ್ರೆಸ್ (ವಾರದಲ್ಲಿ ಒಂದು ದಿನ), ಪ್ರತಾಪನಗರ-ಕೆವಾಡಿಯಾ ಎಂಇಎಂಯು ರೈಲು (ದೈನಂದಿನ) ಮತ್ತು ಕೆವಾಡಿಯಾ-ಪ್ರತಾಪನಗರ ಎಂಇಎಂಯು ರೈಲು (ದೈನಂದಿನ) ಗಳಿಗೆ ಚಾಲನೆ ನೀಡಲಿದ್ದಾರೆ. ಪ್ರಧಾನಿ ಮಂತ್ರಿ ಕಚೇರಿಯ ಪ್ರಕಾರ, ಅಹಮದಾಬಾದ್-ಕೆವಾಡಿಯಾ ಜನಶತಾಬ್ದಿ ಎಕ್ಸ್‌ಪ್ರೆಸ್ ಹೊಸ ಯುಗದ 'ವಿಸ್ಟಾ-ಡೋಮ್' ಟೂರಿಸ್ಟ್ ಕೋಚ್ ಒಳಗೊಂಡಿದ್ದು, ಇದು ಸ್ಥಳೀಯ ವಿಹಂಗಮ ನೋಟ ನೀಡಲಿದೆ. ರಾಷ್ಟ್ರೀಯ ಏಕತಾ ದಿವಸ (ಅಕ್ಟೋಬರ್ 31) ಸಂದರ್ಭ ಕಳೆದ ವರ್ಷ (ಪ್ರಧಾನಿ) ನಡೆಯುವ ಕಾರ್ಯಕ್ರಮದಲ್ಲಿ ಪ್ರವಾಸಿ ತಾಣವಾಗಿ ನಿಶಾನೆ ತೋರಲಿದ್ದಾರೆ.: [78, 301, 483, 530]
jobs-body-right: ಭೂಮಿ ನೀಡಿದ ರೈತರು ಕಳೆದ ಹಲವು ದಿನಗಳಿಂದ ಕಾರ್ಖಾನೆ ಮುಂಭಾಗ ಅನಿರ್ದಿಷ್ಟಾವಧಿ ಧರಣಿ ನಡೆಸುತ್ತಿದ್ದರು. ಜಿಲ್ಲಾಧಿಕಾರಿಗಳು ಸ್ಥಳಕ್ಕೆ ಭೇಟಿ ನೀಡಿ ರೈತರ ಅಹವಾಲು ಆಲಿಸಿದರು. ಕಾರ್ಖಾನೆ ಆಡಳಿತ ಮಂಡಳಿ ಜೊತೆ ಮಾತುಕತೆ ನಡೆಸಿ ಸಮಸ್ಯೆ ಬಗೆಹರಿಸಿದರು. ನಂತರ ರೈತರು ಧರಣಿ ಹಿಂಪಡೆದರು. ಈ ಸಂದರ್ಭ ರೈತ ಮುಖಂಡರು, ಅಧಿಕಾರಿಗಳು ಉಪಸ್ಥಿತರಿದ್ದರು. ಒಪ್ಪಂದದ ಪ್ರಕಾರ ಕೆಲಸ ನೀಡದಿದ್ದಲ್ಲಿ ಮತ್ತೆ ಹೋರಾಟ ನಡೆಸುವುದಾಗಿ ರೈತರು ಎಚ್ಚರಿಸಿದರು.: [705, 1907, 1081, 1999]
masthead: [78, 81, 1473, 124]
section-title: ಮೈಸೂರು ಗ್ರಾಮಾಂತರ: [198, 87, 396, 118]
lead-body-mid2: ಪಡೆಯುವ ವ್ಯಕ್ತಿಗಳ ಮೊಬೈಲ್‌ಗೆ ಇಲಾಖೆ ಯಿಂದ ಬಂದಿದ್ದ ಮೆಸೇಜ್ ಹಾಗೂ ಫೋಟೋ ನೀಡಿದ್ದ ಪಟ್ಟಿಯಲ್ಲಿ ಹೆಸರು ಪರಿಶೀಲಿಸಿ ಲಸಿಕೆ ನೀಡಲಾಯಿತು. ನಂತರ ಅರ್ಧ ಗಂಟೆ ನಿಗಾ ಘಟಕದಲ್ಲಿ ವಿಶ್ರಾಂತಿ ಪಡೆದು ಆಧಾರ್ ಕಾರ್ಡ್ ಪರಿಶೀಲಿಸಲಾಯಿತು.: [889, 629, 1075, 741]
vishwanath-headline: ಸಿಎಂ ಟೀಕಿಸುವ ಬದಲು ವಿಶ್ವನಾಥ್ ತಾಳ್ಮೆ ವಹಿಸಲಿ: [1131, 1507, 1430, 1529]
lead-body-right2: ಲಸಿಕೆ ಹಾಕಿಸುವ ಮುನ್ನ ಸರಕಾರದ ನಿರ್ದೇಶನದಂತೆ ಎಲ್ಲ ಸಿದ್ಧತೆ ಮಾಡಿಕೊಳ್ಳಲಾಗಿತ್ತು. ಲಸಿಕೆ ಪಡೆದ ನಂತರ ಆರೋಗ್ಯದಲ್ಲಿ ಯಾವುದೇ ಏರುಪೇರು ಕಂಡು ಬಂದಲ್ಲಿ ತುರ್ತು ಚಿಕಿತ್ಸೆಗೆ ವ್ಯವಸ್ಥೆ ಮಾಡಲಾಗಿತ್ತು. ಈ ವೇಳೆ ಆಶಾ ಕಾರ್ಯಕರ್ತೆಯರು, ಆಸ್ಪತ್ರೆ ಸಿಬ್ಬಂದಿ, ರೋಗಿಗಳು ಹಾಜರಿದ್ದರು.: [1281, 465, 1471, 596]
